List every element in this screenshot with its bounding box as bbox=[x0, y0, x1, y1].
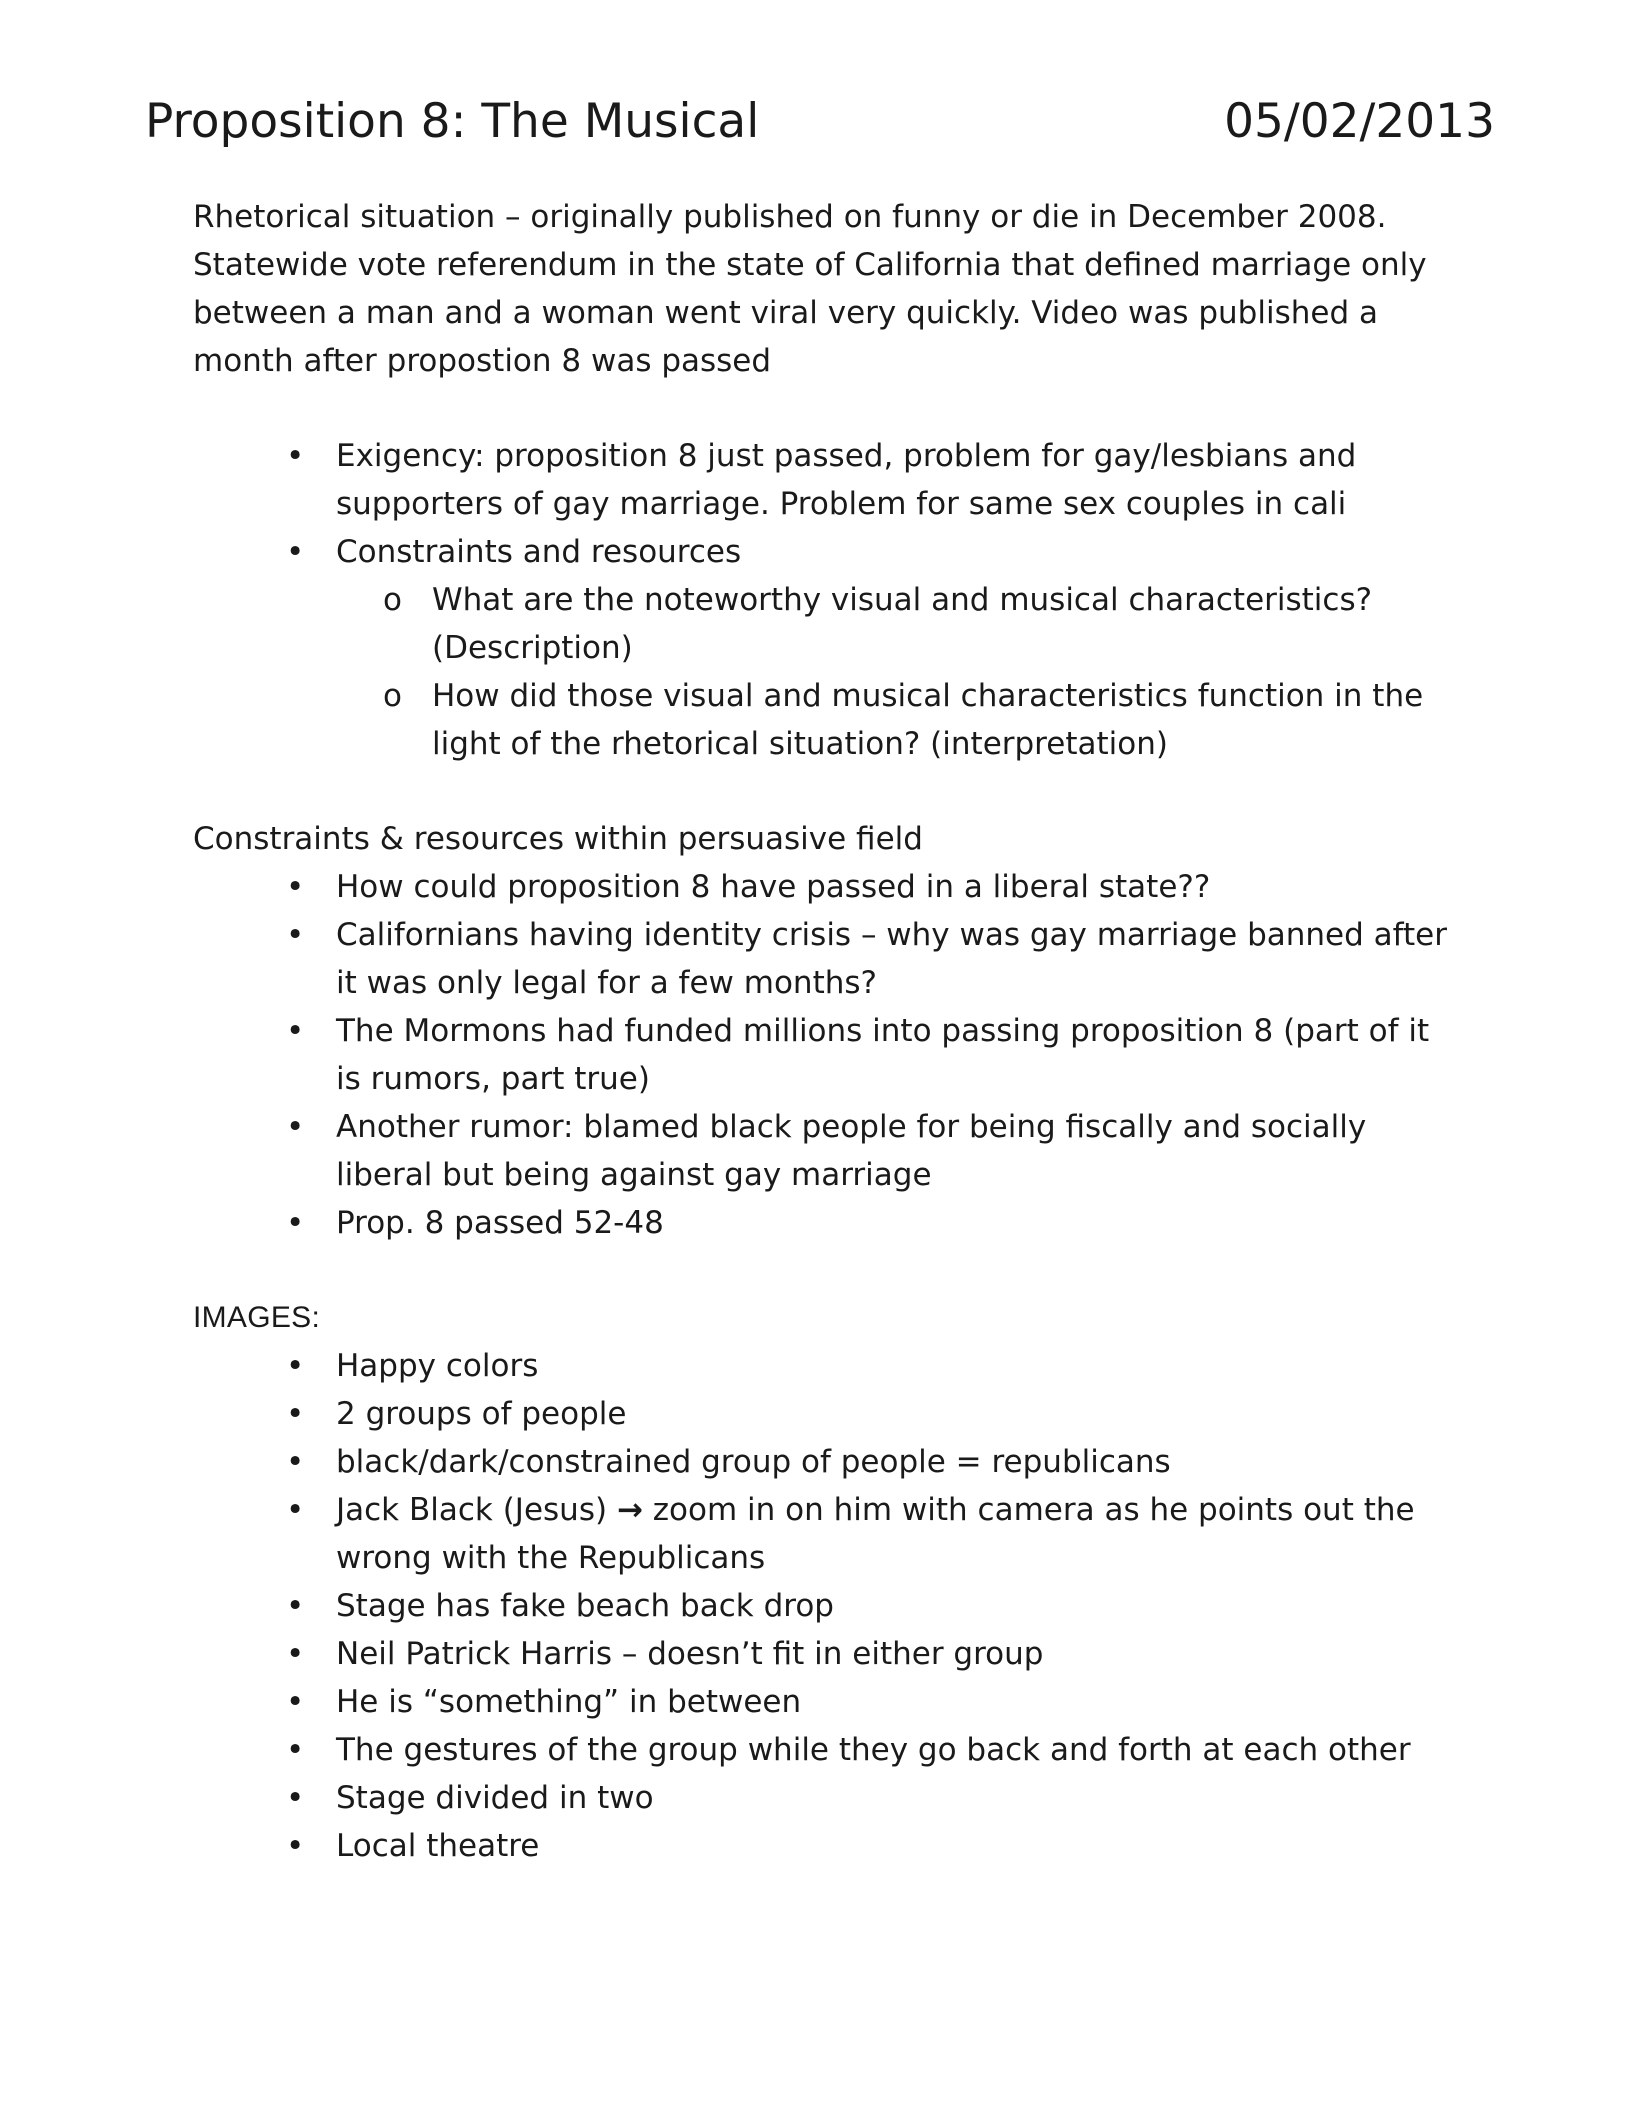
list-item-constraints bbox=[336, 528, 1453, 768]
document-date: 05/02/2013 bbox=[1224, 94, 1495, 149]
section-heading-constraints: Constraints & resources within persuasive field bbox=[193, 821, 923, 857]
list-item bbox=[336, 1486, 1453, 1582]
list-item: • He is “something” in between bbox=[336, 1678, 1453, 1726]
list-item: • How could proposition 8 have passed in a liberal state?? bbox=[336, 863, 1453, 911]
document-body bbox=[193, 193, 1453, 1870]
constraints-list bbox=[193, 863, 1453, 1247]
list-item-label: Constraints and resources bbox=[336, 534, 742, 570]
sublist-item bbox=[383, 672, 1453, 768]
sublist-item bbox=[383, 576, 1453, 672]
list-item-exigency: • Exigency: proposition 8 just passed, problem for gay/lesbians and supporters of gay marriage. Problem for same sex couples in cali bbox=[336, 432, 1453, 528]
list-item-text: zoom in on him with camera as he points out the wrong with the Republicans bbox=[336, 1492, 1415, 1576]
list-item: • Prop. 8 passed 52-48 bbox=[336, 1199, 1453, 1247]
constraints-sublist bbox=[336, 576, 1453, 768]
sublist-marker: o bbox=[383, 678, 402, 714]
list-item: • Happy colors bbox=[336, 1342, 1453, 1390]
section-heading-images: IMAGES: bbox=[193, 1301, 321, 1334]
list-item: • The Mormons had funded millions into passing proposition 8 (part of it is rumors, part true) bbox=[336, 1007, 1453, 1103]
list-item: • Neil Patrick Harris – doesn’t fit in either group bbox=[336, 1630, 1453, 1678]
rhetorical-list bbox=[193, 432, 1453, 768]
list-item: • Local theatre bbox=[336, 1822, 1453, 1870]
sublist-item-text: What are the noteworthy visual and musical characteristics? (Description) bbox=[432, 582, 1373, 666]
document-header bbox=[145, 92, 1495, 162]
list-item: • Another rumor: blamed black people for being fiscally and socially liberal but being against gay marriage bbox=[336, 1103, 1453, 1199]
list-item: • black/dark/constrained group of people = republicans bbox=[336, 1438, 1453, 1486]
sublist-marker: o bbox=[383, 582, 402, 618]
document-title: Proposition 8: The Musical bbox=[145, 94, 760, 149]
list-item: • Stage divided in two bbox=[336, 1774, 1453, 1822]
list-item: • 2 groups of people bbox=[336, 1390, 1453, 1438]
list-item: • Californians having identity crisis – why was gay marriage banned after it was only legal for a few months? bbox=[336, 911, 1453, 1007]
right-arrow-icon: → bbox=[616, 1492, 643, 1528]
intro-paragraph: Rhetorical situation – originally published on funny or die in December 2008. Statewide vote referendum in the state of California that defined marriage only between a man and a woman went viral very quickly. Video was published a month after propostion 8 was passed bbox=[193, 199, 1427, 379]
list-item: • The gestures of the group while they go back and forth at each other bbox=[336, 1726, 1453, 1774]
list-item: • Stage has fake beach back drop bbox=[336, 1582, 1453, 1630]
images-list bbox=[193, 1342, 1453, 1870]
list-item-text: Jack Black (Jesus) bbox=[336, 1492, 617, 1528]
sublist-item-text: How did those visual and musical characteristics function in the light of the rhetorical situation? (interpretation) bbox=[432, 678, 1424, 762]
